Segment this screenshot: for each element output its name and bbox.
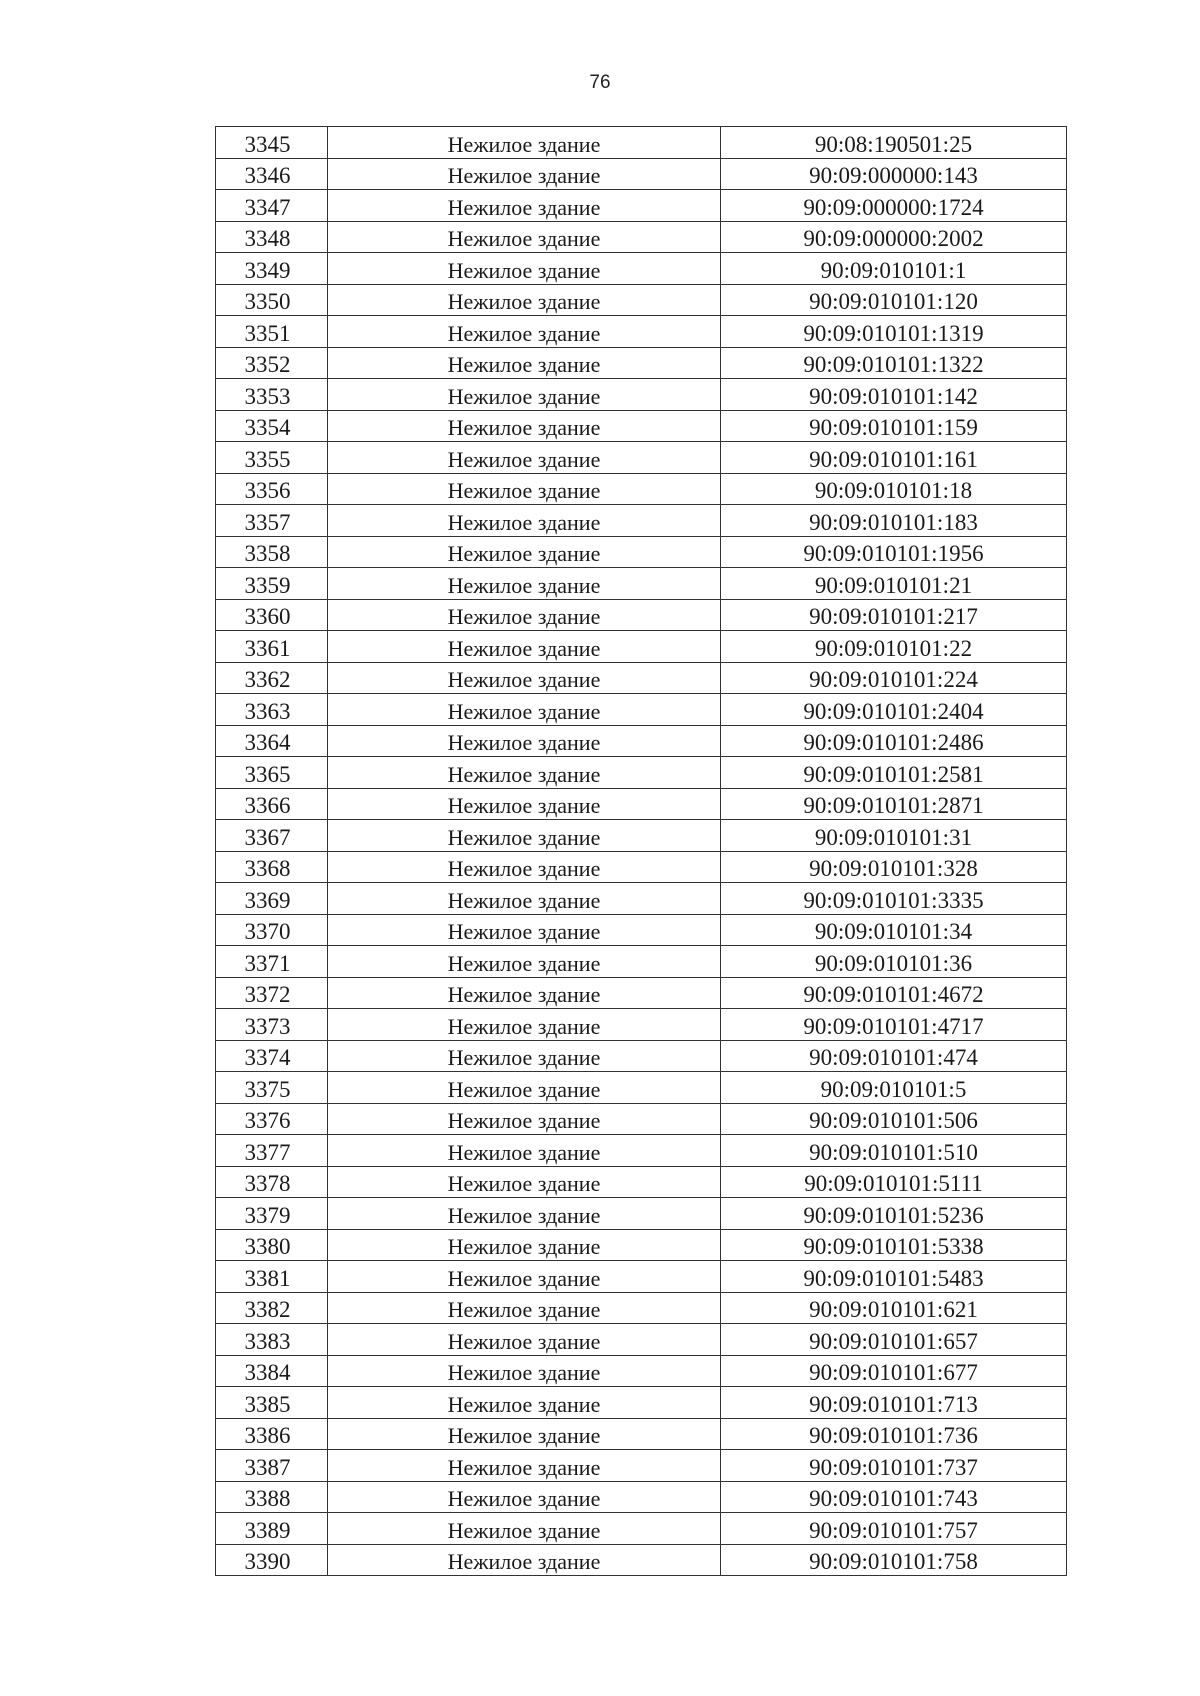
row-number-cell: 3378 [216, 1166, 328, 1198]
row-number-cell: 3379 [216, 1198, 328, 1230]
row-number-cell: 3348 [216, 221, 328, 253]
table-row [216, 851, 1067, 883]
cadastral-number-cell: 90:09:010101:510 [721, 1135, 1067, 1167]
row-number-cell: 3382 [216, 1292, 328, 1324]
table-row [216, 442, 1067, 474]
row-number-cell: 3350 [216, 284, 328, 316]
cadastral-number-cell: 90:09:010101:1956 [721, 536, 1067, 568]
cadastral-number-cell: 90:09:010101:120 [721, 284, 1067, 316]
object-type-cell: Нежилое здание [328, 1135, 721, 1167]
object-type-cell: Нежилое здание [328, 536, 721, 568]
table-row [216, 536, 1067, 568]
object-type-cell: Нежилое здание [328, 883, 721, 915]
table-row [216, 347, 1067, 379]
object-type-cell: Нежилое здание [328, 442, 721, 474]
row-number-cell: 3365 [216, 757, 328, 789]
cadastral-number-cell: 90:09:010101:142 [721, 379, 1067, 411]
cadastral-number-cell: 90:09:010101:217 [721, 599, 1067, 631]
object-type-cell: Нежилое здание [328, 127, 721, 159]
row-number-cell: 3357 [216, 505, 328, 537]
object-type-cell: Нежилое здание [328, 253, 721, 285]
table-row [216, 1324, 1067, 1356]
table-row [216, 1009, 1067, 1041]
cadastral-number-cell: 90:09:000000:1724 [721, 190, 1067, 222]
object-type-cell: Нежилое здание [328, 316, 721, 348]
cadastral-number-cell: 90:09:010101:5338 [721, 1229, 1067, 1261]
cadastral-number-cell: 90:09:010101:159 [721, 410, 1067, 442]
row-number-cell: 3351 [216, 316, 328, 348]
cadastral-number-cell: 90:09:010101:677 [721, 1355, 1067, 1387]
cadastral-number-cell: 90:09:010101:758 [721, 1544, 1067, 1576]
row-number-cell: 3355 [216, 442, 328, 474]
table-row [216, 1418, 1067, 1450]
row-number-cell: 3359 [216, 568, 328, 600]
row-number-cell: 3364 [216, 725, 328, 757]
row-number-cell: 3381 [216, 1261, 328, 1293]
object-type-cell: Нежилое здание [328, 694, 721, 726]
cadastral-number-cell: 90:09:010101:21 [721, 568, 1067, 600]
cadastral-number-cell: 90:09:010101:737 [721, 1450, 1067, 1482]
row-number-cell: 3370 [216, 914, 328, 946]
row-number-cell: 3376 [216, 1103, 328, 1135]
object-type-cell: Нежилое здание [328, 946, 721, 978]
cadastral-number-cell: 90:09:010101:713 [721, 1387, 1067, 1419]
cadastral-number-cell: 90:09:010101:4672 [721, 977, 1067, 1009]
registry-table [215, 126, 1067, 1576]
cadastral-number-cell: 90:09:010101:3335 [721, 883, 1067, 915]
row-number-cell: 3362 [216, 662, 328, 694]
object-type-cell: Нежилое здание [328, 820, 721, 852]
table-row [216, 1355, 1067, 1387]
table-row [216, 757, 1067, 789]
cadastral-number-cell: 90:09:010101:224 [721, 662, 1067, 694]
object-type-cell: Нежилое здание [328, 158, 721, 190]
object-type-cell: Нежилое здание [328, 1450, 721, 1482]
row-number-cell: 3380 [216, 1229, 328, 1261]
row-number-cell: 3345 [216, 127, 328, 159]
object-type-cell: Нежилое здание [328, 1324, 721, 1356]
table-row [216, 694, 1067, 726]
table-row [216, 1103, 1067, 1135]
object-type-cell: Нежилое здание [328, 284, 721, 316]
row-number-cell: 3368 [216, 851, 328, 883]
row-number-cell: 3354 [216, 410, 328, 442]
table-row [216, 284, 1067, 316]
table-row [216, 316, 1067, 348]
row-number-cell: 3375 [216, 1072, 328, 1104]
object-type-cell: Нежилое здание [328, 1229, 721, 1261]
cadastral-number-cell: 90:09:010101:506 [721, 1103, 1067, 1135]
table-row [216, 662, 1067, 694]
cadastral-number-cell: 90:09:010101:34 [721, 914, 1067, 946]
object-type-cell: Нежилое здание [328, 1292, 721, 1324]
cadastral-number-cell: 90:09:010101:5111 [721, 1166, 1067, 1198]
object-type-cell: Нежилое здание [328, 1261, 721, 1293]
row-number-cell: 3384 [216, 1355, 328, 1387]
table-row [216, 599, 1067, 631]
cadastral-number-cell: 90:09:010101:2581 [721, 757, 1067, 789]
table-row [216, 505, 1067, 537]
cadastral-number-cell: 90:09:010101:2404 [721, 694, 1067, 726]
object-type-cell: Нежилое здание [328, 1166, 721, 1198]
object-type-cell: Нежилое здание [328, 1418, 721, 1450]
table-row [216, 127, 1067, 159]
object-type-cell: Нежилое здание [328, 1103, 721, 1135]
object-type-cell: Нежилое здание [328, 977, 721, 1009]
object-type-cell: Нежилое здание [328, 347, 721, 379]
cadastral-number-cell: 90:09:010101:1322 [721, 347, 1067, 379]
table-row [216, 1481, 1067, 1513]
row-number-cell: 3367 [216, 820, 328, 852]
cadastral-number-cell: 90:09:010101:474 [721, 1040, 1067, 1072]
cadastral-number-cell: 90:09:010101:183 [721, 505, 1067, 537]
cadastral-number-cell: 90:09:010101:31 [721, 820, 1067, 852]
row-number-cell: 3377 [216, 1135, 328, 1167]
table-row [216, 883, 1067, 915]
cadastral-number-cell: 90:09:010101:757 [721, 1513, 1067, 1545]
table-row [216, 379, 1067, 411]
object-type-cell: Нежилое здание [328, 1387, 721, 1419]
cadastral-number-cell: 90:09:010101:36 [721, 946, 1067, 978]
table-row [216, 1292, 1067, 1324]
row-number-cell: 3356 [216, 473, 328, 505]
row-number-cell: 3346 [216, 158, 328, 190]
cadastral-number-cell: 90:09:010101:4717 [721, 1009, 1067, 1041]
table-row [216, 1198, 1067, 1230]
object-type-cell: Нежилое здание [328, 1481, 721, 1513]
object-type-cell: Нежилое здание [328, 599, 721, 631]
cadastral-number-cell: 90:09:000000:143 [721, 158, 1067, 190]
row-number-cell: 3387 [216, 1450, 328, 1482]
object-type-cell: Нежилое здание [328, 1544, 721, 1576]
table-row [216, 158, 1067, 190]
row-number-cell: 3353 [216, 379, 328, 411]
object-type-cell: Нежилое здание [328, 1355, 721, 1387]
table-row [216, 1166, 1067, 1198]
row-number-cell: 3352 [216, 347, 328, 379]
object-type-cell: Нежилое здание [328, 1040, 721, 1072]
object-type-cell: Нежилое здание [328, 788, 721, 820]
object-type-cell: Нежилое здание [328, 1198, 721, 1230]
table-row [216, 1513, 1067, 1545]
object-type-cell: Нежилое здание [328, 662, 721, 694]
table-row [216, 1135, 1067, 1167]
cadastral-number-cell: 90:09:010101:2871 [721, 788, 1067, 820]
table-row [216, 631, 1067, 663]
cadastral-number-cell: 90:09:010101:328 [721, 851, 1067, 883]
cadastral-number-cell: 90:09:010101:621 [721, 1292, 1067, 1324]
row-number-cell: 3383 [216, 1324, 328, 1356]
object-type-cell: Нежилое здание [328, 757, 721, 789]
cadastral-number-cell: 90:09:010101:1319 [721, 316, 1067, 348]
cadastral-number-cell: 90:09:010101:22 [721, 631, 1067, 663]
object-type-cell: Нежилое здание [328, 725, 721, 757]
cadastral-number-cell: 90:09:010101:5236 [721, 1198, 1067, 1230]
row-number-cell: 3361 [216, 631, 328, 663]
row-number-cell: 3374 [216, 1040, 328, 1072]
row-number-cell: 3360 [216, 599, 328, 631]
cadastral-number-cell: 90:09:010101:736 [721, 1418, 1067, 1450]
table-row [216, 725, 1067, 757]
object-type-cell: Нежилое здание [328, 505, 721, 537]
table-row [216, 190, 1067, 222]
table-row [216, 1229, 1067, 1261]
page-number: 76 [589, 72, 611, 93]
row-number-cell: 3366 [216, 788, 328, 820]
cadastral-number-cell: 90:09:000000:2002 [721, 221, 1067, 253]
row-number-cell: 3369 [216, 883, 328, 915]
object-type-cell: Нежилое здание [328, 190, 721, 222]
cadastral-number-cell: 90:09:010101:657 [721, 1324, 1067, 1356]
object-type-cell: Нежилое здание [328, 851, 721, 883]
table-row [216, 1072, 1067, 1104]
row-number-cell: 3363 [216, 694, 328, 726]
row-number-cell: 3347 [216, 190, 328, 222]
table-row [216, 253, 1067, 285]
cadastral-number-cell: 90:09:010101:161 [721, 442, 1067, 474]
table-row [216, 221, 1067, 253]
object-type-cell: Нежилое здание [328, 568, 721, 600]
row-number-cell: 3373 [216, 1009, 328, 1041]
table-row [216, 946, 1067, 978]
cadastral-number-cell: 90:09:010101:1 [721, 253, 1067, 285]
table-row [216, 788, 1067, 820]
cadastral-number-cell: 90:09:010101:743 [721, 1481, 1067, 1513]
object-type-cell: Нежилое здание [328, 410, 721, 442]
table-row [216, 1387, 1067, 1419]
table-row [216, 1544, 1067, 1576]
cadastral-number-cell: 90:08:190501:25 [721, 127, 1067, 159]
row-number-cell: 3371 [216, 946, 328, 978]
row-number-cell: 3372 [216, 977, 328, 1009]
registry-table-body [216, 127, 1067, 1576]
row-number-cell: 3358 [216, 536, 328, 568]
table-row [216, 1261, 1067, 1293]
object-type-cell: Нежилое здание [328, 221, 721, 253]
object-type-cell: Нежилое здание [328, 379, 721, 411]
row-number-cell: 3386 [216, 1418, 328, 1450]
object-type-cell: Нежилое здание [328, 914, 721, 946]
table-row [216, 914, 1067, 946]
table-row [216, 568, 1067, 600]
object-type-cell: Нежилое здание [328, 1009, 721, 1041]
cadastral-number-cell: 90:09:010101:18 [721, 473, 1067, 505]
row-number-cell: 3390 [216, 1544, 328, 1576]
table-row [216, 473, 1067, 505]
table-row [216, 820, 1067, 852]
object-type-cell: Нежилое здание [328, 473, 721, 505]
row-number-cell: 3385 [216, 1387, 328, 1419]
table-row [216, 1040, 1067, 1072]
object-type-cell: Нежилое здание [328, 631, 721, 663]
row-number-cell: 3389 [216, 1513, 328, 1545]
cadastral-number-cell: 90:09:010101:5483 [721, 1261, 1067, 1293]
object-type-cell: Нежилое здание [328, 1513, 721, 1545]
row-number-cell: 3349 [216, 253, 328, 285]
cadastral-number-cell: 90:09:010101:2486 [721, 725, 1067, 757]
row-number-cell: 3388 [216, 1481, 328, 1513]
table-row [216, 410, 1067, 442]
table-row [216, 1450, 1067, 1482]
cadastral-number-cell: 90:09:010101:5 [721, 1072, 1067, 1104]
table-row [216, 977, 1067, 1009]
object-type-cell: Нежилое здание [328, 1072, 721, 1104]
